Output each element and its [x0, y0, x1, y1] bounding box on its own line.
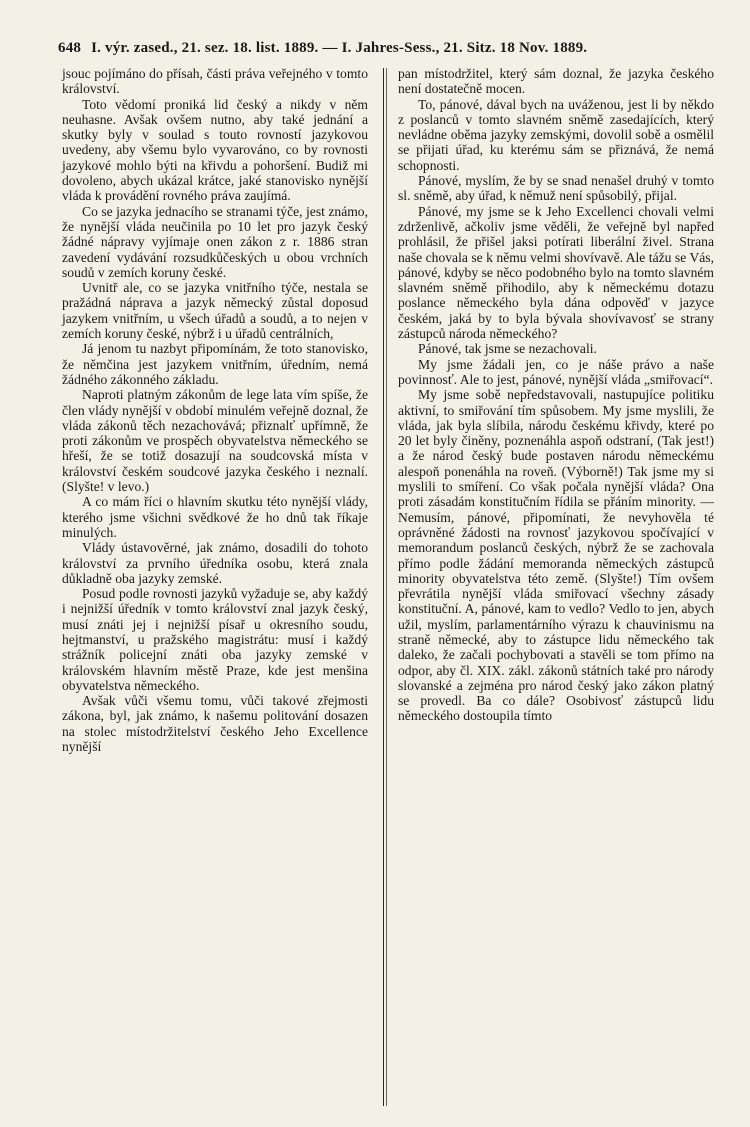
paragraph: Toto vědomí proniká lid český a nikdy v něm neuhasne. Avšak ovšem nutno, aby také jednání a skutky byly v soulad s touto rovností jazykovou uvedeny, aby všemu bylo vyvarováno, co by rovnosti jazykové mohlo býti na křivdu a pohoršení. Budiž mi dovoleno, abych ukázal krátce, jaké stanovisko nynější vláda k provádění rovného práva zaujímá. — [62, 96, 368, 204]
paragraph: Pánové, my jsme se k Jeho Excellenci chovali velmi zdrženlivě, ačkoliv jsme věděli, že veřejně byl napřed prohlásil, že přišel jaksi potírati liberální živel. Strana naše chovala se k němu velmi shovívavě. Ale tážu se Vás, pánové, kdyby se něco podobného bylo na tomto slavném slavném sněmě přihodilo, aby k německému dotazu poslance německého byla dána odpověď v jazyce českém, jaká by to byla bývala shovívavosť se strany zástupců národa německého? — [398, 203, 714, 342]
column-divider-inner — [386, 68, 387, 1106]
paragraph: Co se jazyka jednacího se stranami týče, jest známo, že nynější vláda neučinila po 10 let pro jazyk český žádné nápravy vyjímaje onen zákon z r. 1886 stran zavedení vydávání rozsudkůčeských u obou vrchních soudů v zemích koruny české. — [62, 203, 368, 280]
right-column — [398, 66, 714, 724]
paragraph: To, pánové, dával bych na uváženou, jest li by někdo z poslanců v tomto slavném sněmě zasedajících, který nevládne oběma jazyky zemskými, dovolil sobě a osmělil se přijati úřad, ku kterému sám se přiznává, že nemá schopnosti. — [398, 96, 714, 173]
paragraph: Posud podle rovnosti jazyků vyžaduje se, aby každý i nejnižší úředník v tomto království znal jazyk český, musí znáti jej i nejnižší písař u okresního soudu, hejtmanství, u pražského magistrátu: musí i každý strážník policejní znáti oba jazyky zemské v královském hlavním městě Praze, kde jest menšina obyvatelstva německého. — [62, 586, 368, 693]
column-divider — [383, 68, 384, 1106]
paragraph: Avšak vůči všemu tomu, vůči takové zřejmosti zákona, byl, jak známo, k našemu politování dosazen na stolec místodržitelství českého Jeho Excellence nynější — [62, 693, 368, 755]
paragraph: My jsme sobě nepředstavovali, nastupujíce politiku aktivní, to smiřování tím spůsobem. My jsme myslili, že vláda, jak byla slíbila, národu českému křivdy, které po 20 let byly činěny, poznenáhla aspoň odstraní, (Tak jest!) a že národ český bude postaven národu německému alespoň ponenáhla na roveň. (Výborně!) Tak jsme my si myslili to smíření. Co však počala nynější vláda? Ona proti zásadám konstitučním řídila se přáním minority. — Nemusím, pánové, připomínati, že nevyhověla té oprávněné žádosti na rovnosť jazykovou spočívající v memorandum poslanců českých, nýbrž že se zachovala přímo podle žádání memoranda německých zástupců minority obyvatelstva této země. (Slyšte!) Tím ovšem převrátila nynější vláda smiřovací všechny zásady konstituční. A, pánové, kam to vedlo? Vedlo to jen, abych užil, myslím, parlamentárního výrazu k chauvinismu na straně německé, aby to zástupce lidu německého tak daleko, že začali pochybovati a stavěli se tom přímo na odpor, aby čl. XIX. zákl. zákonů státních také pro národy slovanské a zejména pro národ český jako zákon platný se provedl. Ba co dále? Osobivosť zástupců lidu německého dostoupila tímto — [398, 387, 714, 724]
paragraph: Já jenom tu nazbyt připomínám, že toto stanovisko, že němčina jest jazykem vnitřním, úředním, nemá žádného zákonného základu. — [62, 341, 368, 387]
paragraph: My jsme žádali jen, co je náše právo a naše povinnosť. Ale to jest, pánové, nynější vláda „smiřovací“. — [398, 356, 714, 387]
paragraph: jsouc pojímáno do přísah, části práva veřejného v tomto království. — [62, 66, 368, 97]
paragraph: Vlády ústavověrné, jak známo, dosadili do tohoto království za prvního úředníka osobu, která znala důkladně oba jazyky zemské. — [62, 540, 368, 586]
running-title: I. výr. zased., 21. sez. 18. list. 1889. — I. Jahres-Sess., 21. Sitz. 18 Nov. 1889. — [91, 40, 588, 56]
paragraph: pan místodržitel, který sám doznal, že jazyka českého není dostatečně mocen. — [398, 66, 714, 97]
paragraph: A co mám říci o hlavním skutku této nynější vlády, kterého jsme všichni svědkové že ho dnů tak říkaje minulých. — [62, 494, 368, 540]
left-column — [62, 66, 368, 754]
paragraph: Uvnitř ale, co se jazyka vnitřního týče, nestala se pražádná náprava a jazyk německý zůstal doposud jazykem vnitřním, u všech úřadů a soudů, a to nejen v zemích koruny české, nýbrž i u úřadů centrálních, — [62, 280, 368, 342]
paragraph: Pánové, myslím, že by se snad nenašel druhý v tomto sl. sněmě, aby úřad, k němuž není spůsobilý, přijal. — [398, 173, 714, 204]
paragraph: Naproti platným zákonům de lege lata vím spíše, že člen vlády nynější v období minulém veřejně doznal, že vláda zákonů těch nezachovává; přiznalť upřímně, že proti zákonům ve prospěch obyvatelstva německého se hřeší, že se totiž dosazují na soudcovská místa v království českém soudcové jazyka českého i neznalí. (Slyšte! v levo.) — [62, 387, 368, 495]
page-header — [58, 40, 713, 57]
paragraph: Pánové, tak jsme se nezachovali. — [418, 341, 597, 357]
page-number: 648 — [58, 40, 82, 56]
